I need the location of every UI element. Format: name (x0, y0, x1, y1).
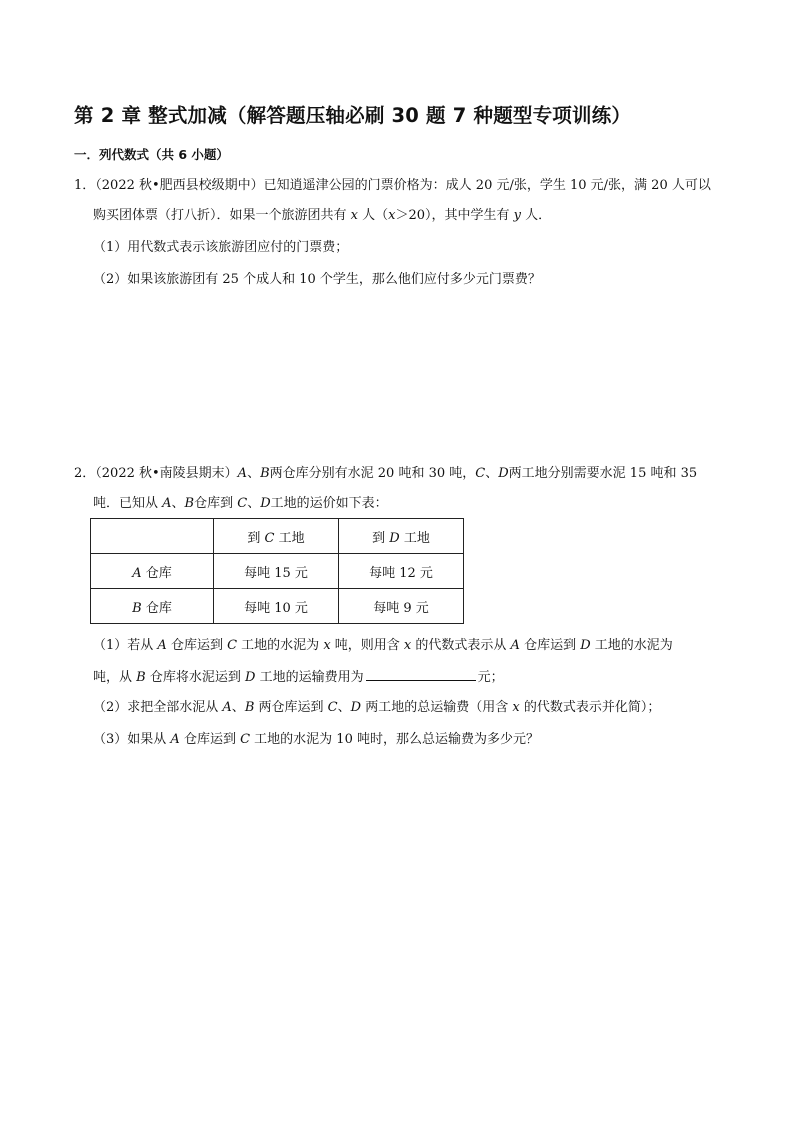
section-heading: 一．列代数式（共 6 小题） (74, 147, 229, 162)
question-1-sub-1: （1）用代数式表示该旅游团应付的门票费； (93, 240, 349, 255)
table-cell: 每吨 10 元 (214, 589, 339, 624)
question-1-sub-2: （2）如果该旅游团有 25 个成人和 10 个学生，那么他们应付多少元门票费？ (93, 272, 541, 287)
table-cell: 每吨 15 元 (214, 554, 339, 589)
question-2-sub-1-line-2: 吨，从 B 仓库将水泥运到 D 工地的运输费用为 元； (93, 666, 504, 688)
table-row (91, 589, 464, 624)
table-row-label: A 仓库 (91, 554, 214, 589)
table-row (91, 554, 464, 589)
table-cell: 每吨 9 元 (339, 589, 464, 624)
table-header-empty-cell (91, 519, 214, 554)
question-1-line-2: 购买团体票（打八折）．如果一个旅游团共有 x 人（x＞20），其中学生有 y 人． (93, 208, 552, 223)
question-2-sub-1-line-1: （1）若从 A 仓库运到 C 工地的水泥为 x 吨，则用含 x 的代数式表示从 A 仓库运到 D 工地的水泥为 (93, 638, 673, 653)
question-2-source: （2022 秋•南陵县期末） (95, 466, 238, 481)
question-2-line-2: 吨．已知从 A、B仓库到 C、D工地的运价如下表： (93, 496, 388, 511)
question-2-line-1: 2．（2022 秋•南陵县期末）A、B两仓库分别有水泥 20 吨和 30 吨，C、D两工地分别需要水泥 15 吨和 35 (74, 466, 698, 481)
table-cell: 每吨 12 元 (339, 554, 464, 589)
question-2-sub-2: （2）求把全部水泥从 A、B 两仓库运到 C、D 两工地的总运输费（用含 x 的代数式表示并化简）； (93, 700, 661, 715)
question-1-line-1: 1．（2022 秋•肥西县校级期中）已知逍遥津公园的门票价格为：成人 20 元/张，学生 10 元/张，满 20 人可以 (74, 178, 711, 193)
question-1-source: （2022 秋•肥西县校级期中） (95, 178, 264, 193)
answer-blank[interactable] (366, 666, 476, 681)
table-header-row (91, 519, 464, 554)
table-row-label: B 仓库 (91, 589, 214, 624)
table-header-to-d: 到 D 工地 (339, 519, 464, 554)
page-title: 第 2 章 整式加减（解答题压轴必刷 30 题 7 种题型专项训练） (74, 104, 632, 127)
transport-cost-table (90, 518, 464, 624)
table-header-to-c: 到 C 工地 (214, 519, 339, 554)
question-2-sub-3: （3）如果从 A 仓库运到 C 工地的水泥为 10 吨时，那么总运输费为多少元？ (93, 732, 539, 747)
